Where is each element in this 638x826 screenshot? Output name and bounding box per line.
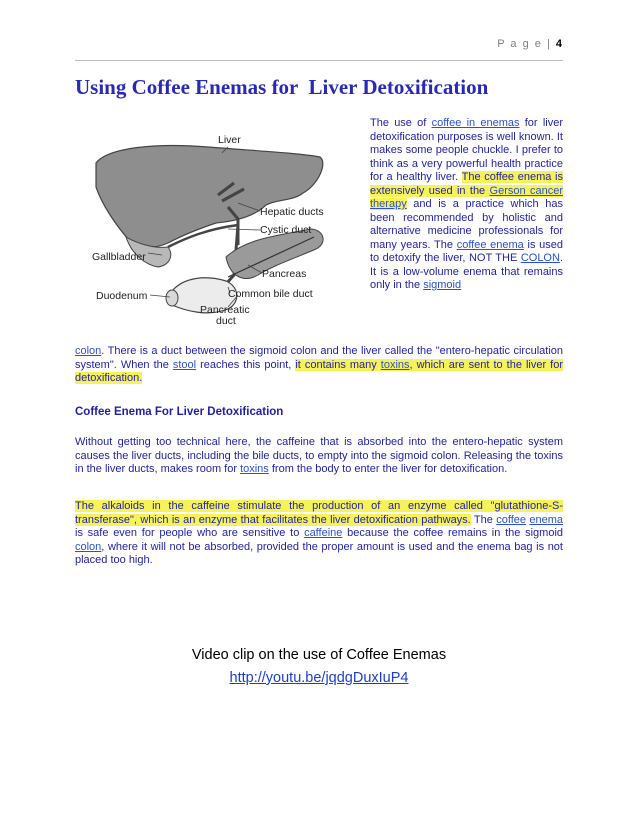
paragraph-caffeine xyxy=(75,436,563,477)
link-colon[interactable]: COLON xyxy=(520,252,560,264)
text: it contains many xyxy=(295,358,381,371)
text: , where it will not be absorbed, provided the proper amount is used and the enema bag is not placed too high. xyxy=(75,540,563,566)
liver-anatomy-figure xyxy=(88,125,350,340)
header-divider xyxy=(75,60,563,61)
paragraph-alkaloids xyxy=(75,500,563,568)
intro-paragraph-column xyxy=(370,117,563,293)
text: for liver detoxification purposes is well known. It makes some people chuckle. I prefer to think as a very powerful health practice for a healthy liver. xyxy=(370,117,563,183)
text: The use of xyxy=(370,117,432,129)
link-sigmoid[interactable]: sigmoid xyxy=(423,279,462,291)
text: , which are sent to the liver for detoxification. xyxy=(75,358,563,384)
link-colon-2[interactable]: colon xyxy=(75,345,102,357)
text: from the body to enter the liver for detoxification. xyxy=(268,463,508,475)
intro-paragraph-full xyxy=(75,345,563,386)
label-hepatic-ducts: Hepatic ducts xyxy=(260,206,324,218)
page-number xyxy=(497,38,562,50)
link-toxins-2[interactable]: toxins xyxy=(240,463,269,475)
text: is used to detoxify the liver, NOT THE xyxy=(370,238,563,264)
label-pancreas: Pancreas xyxy=(262,268,307,280)
label-common-bile-duct: Common bile duct xyxy=(228,288,313,300)
page-label: P a g e | xyxy=(497,38,552,50)
highlight: The alkaloids in the caffeine stimulate the production of an enzyme called "glutathione-S-transferase", which is an enzyme that facilitates the liver detoxification pathways. xyxy=(75,500,563,526)
label-gallbladder: Gallbladder xyxy=(92,251,146,263)
label-duodenum: Duodenum xyxy=(96,290,148,302)
link-enema[interactable]: enema xyxy=(529,513,563,526)
text: Without getting too technical here, the caffeine that is absorbed into the entero-hepatic system causes the liver ducts, including the bile ducts, to empty into the sigmoid colon. Releasing the toxins in the liver ducts, makes room for xyxy=(75,436,563,475)
page-title: Using Coffee Enemas for Liver Detoxification xyxy=(75,75,489,99)
page-number-value: 4 xyxy=(555,38,562,50)
label-pancreatic-duct-2: duct xyxy=(216,315,236,327)
link-toxins[interactable]: toxins xyxy=(380,358,410,371)
text: is safe even for people who are sensitive to xyxy=(75,527,305,539)
link-coffee-enema[interactable]: coffee enema xyxy=(456,238,524,251)
link-coffee[interactable]: coffee xyxy=(496,513,526,526)
text: The xyxy=(470,513,497,526)
video-link[interactable]: http://youtu.be/jqdgDuxIuP4 xyxy=(229,670,409,686)
text: The coffee enema is extensively used in the xyxy=(370,171,564,197)
text: . It is a low-volume enema that remains only in the xyxy=(370,252,563,291)
video-caption: Video clip on the use of Coffee Enemas xyxy=(191,647,447,663)
text: because the coffee remains in the sigmoid xyxy=(342,527,564,539)
link-colon-3[interactable]: colon xyxy=(75,540,102,553)
text: and is a practice which has been recommended by holistic and alternative medicine professionals for many years. The xyxy=(370,198,563,251)
section-heading: Coffee Enema For Liver Detoxification xyxy=(75,406,284,418)
link-caffeine[interactable]: caffeine xyxy=(304,527,343,539)
label-pancreatic-duct-1: Pancreatic xyxy=(200,304,250,316)
text: . There is a duct between the sigmoid colon and the liver called the "entero-hepatic circulation system". When the xyxy=(75,345,563,371)
link-stool[interactable]: stool xyxy=(172,358,197,371)
label-liver: Liver xyxy=(218,134,241,146)
label-cystic-duct: Cystic duct xyxy=(260,224,312,236)
link-coffee-in-enemas[interactable]: coffee in enemas xyxy=(431,117,520,129)
text: reaches this point, xyxy=(196,358,296,371)
link-gerson-cancer-therapy[interactable]: Gerson cancer therapy xyxy=(370,184,563,210)
